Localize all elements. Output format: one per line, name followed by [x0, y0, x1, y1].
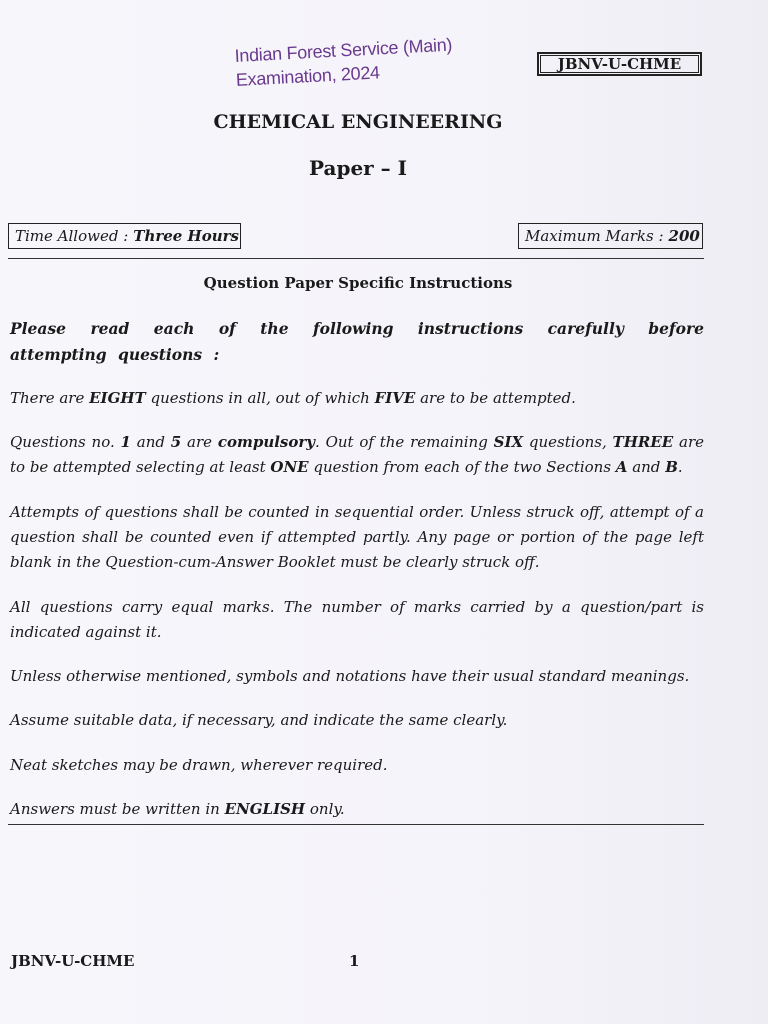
bottom-divider — [8, 824, 704, 825]
instruction-question-count: There are EIGHT questions in all, out of which FIVE are to be attempted. — [10, 389, 576, 407]
instruction-language: Answers must be written in ENGLISH only. — [10, 800, 345, 818]
instruction-equal-marks: All questions carry equal marks. The number of marks carried by a question/part is indicated against it. — [10, 598, 704, 641]
exam-stamp — [234, 33, 454, 92]
instruction-assume-data: Assume suitable data, if necessary, and indicate the same clearly. — [10, 711, 508, 729]
footer-paper-code: JBNV-U-CHME — [11, 952, 135, 970]
instruction-compulsory: Questions no. 1 and 5 are compulsory. Out of the remaining SIX questions, THREE are to be attempted selecting at least ONE question from each of the two Sections A and B. — [10, 433, 705, 476]
instructions-lead: Please read each of the following instructions carefully before attempting questions : — [10, 319, 704, 364]
subject-title: CHEMICAL ENGINEERING — [213, 111, 503, 133]
paper-title: Paper – I — [309, 156, 407, 180]
paper-code-box: JBNV-U-CHME — [537, 52, 702, 76]
marks-value: 200 — [668, 227, 700, 245]
page-number: 1 — [349, 952, 360, 970]
marks-label: Maximum Marks : — [525, 227, 664, 245]
top-divider — [8, 258, 704, 259]
maximum-marks-box — [518, 223, 703, 249]
instruction-symbols: Unless otherwise mentioned, symbols and notations have their usual standard meanings. — [10, 667, 690, 685]
time-allowed-box — [8, 223, 241, 249]
stamp-line-2: Examination, 2024 — [235, 62, 381, 90]
stamp-line-1: Indian Forest Service (Main) — [234, 34, 453, 66]
instruction-sketches: Neat sketches may be drawn, wherever required. — [10, 756, 388, 774]
instruction-attempt-order: Attempts of questions shall be counted in sequential order. Unless struck off, attempt of a question shall be counted even if attempted partly. Any page or portion of the page left blank in the Question-cum-Answer Booklet must be clearly struck off. — [10, 503, 704, 571]
instructions-heading: Question Paper Specific Instructions — [203, 274, 513, 292]
time-value: Three Hours — [133, 227, 239, 245]
time-label: Time Allowed : — [15, 227, 129, 245]
